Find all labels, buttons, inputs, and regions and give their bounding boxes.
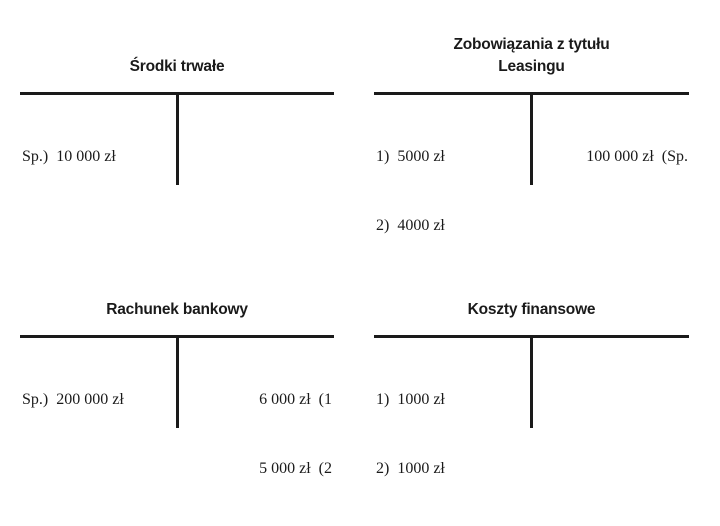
- debit-side: [376, 342, 445, 526]
- account-title: Rachunek bankowy: [106, 301, 248, 318]
- credit-entry: 5 000 zł (2: [259, 460, 332, 477]
- t-account-srodki-trwale: [20, 52, 334, 185]
- credit-side: [259, 342, 332, 526]
- debit-entry: 1) 1000 zł: [376, 391, 445, 408]
- t-account-vertical-line: [530, 92, 533, 185]
- account-title-line-1: Zobowiązania z tytułu: [453, 36, 610, 53]
- debit-entry: Sp.) 10 000 zł: [22, 148, 116, 165]
- debit-entry: 2) 4000 zł: [376, 217, 445, 234]
- credit-entry: 6 000 zł (1: [259, 391, 332, 408]
- debit-entry: Sp.) 200 000 zł: [22, 391, 124, 408]
- debit-entry: 2) 1000 zł: [376, 460, 445, 477]
- debit-side: [22, 342, 124, 457]
- credit-entry: 100 000 zł (Sp.: [586, 148, 688, 165]
- account-title: Koszty finansowe: [467, 301, 596, 318]
- debit-side: [22, 99, 116, 214]
- debit-entry: 1) 5000 zł: [376, 148, 445, 165]
- debit-side: [376, 99, 445, 283]
- t-account-koszty-finansowe: [374, 297, 689, 477]
- t-account-vertical-line: [530, 335, 533, 428]
- account-title: Środki trwałe: [129, 58, 225, 75]
- credit-side: [586, 99, 688, 214]
- t-account-zobowiazania-leasing: [374, 34, 689, 234]
- t-account-vertical-line: [176, 335, 179, 428]
- t-account-vertical-line: [176, 92, 179, 185]
- t-account-rachunek-bankowy: [20, 297, 334, 477]
- account-title-line-2: Leasingu: [498, 58, 565, 75]
